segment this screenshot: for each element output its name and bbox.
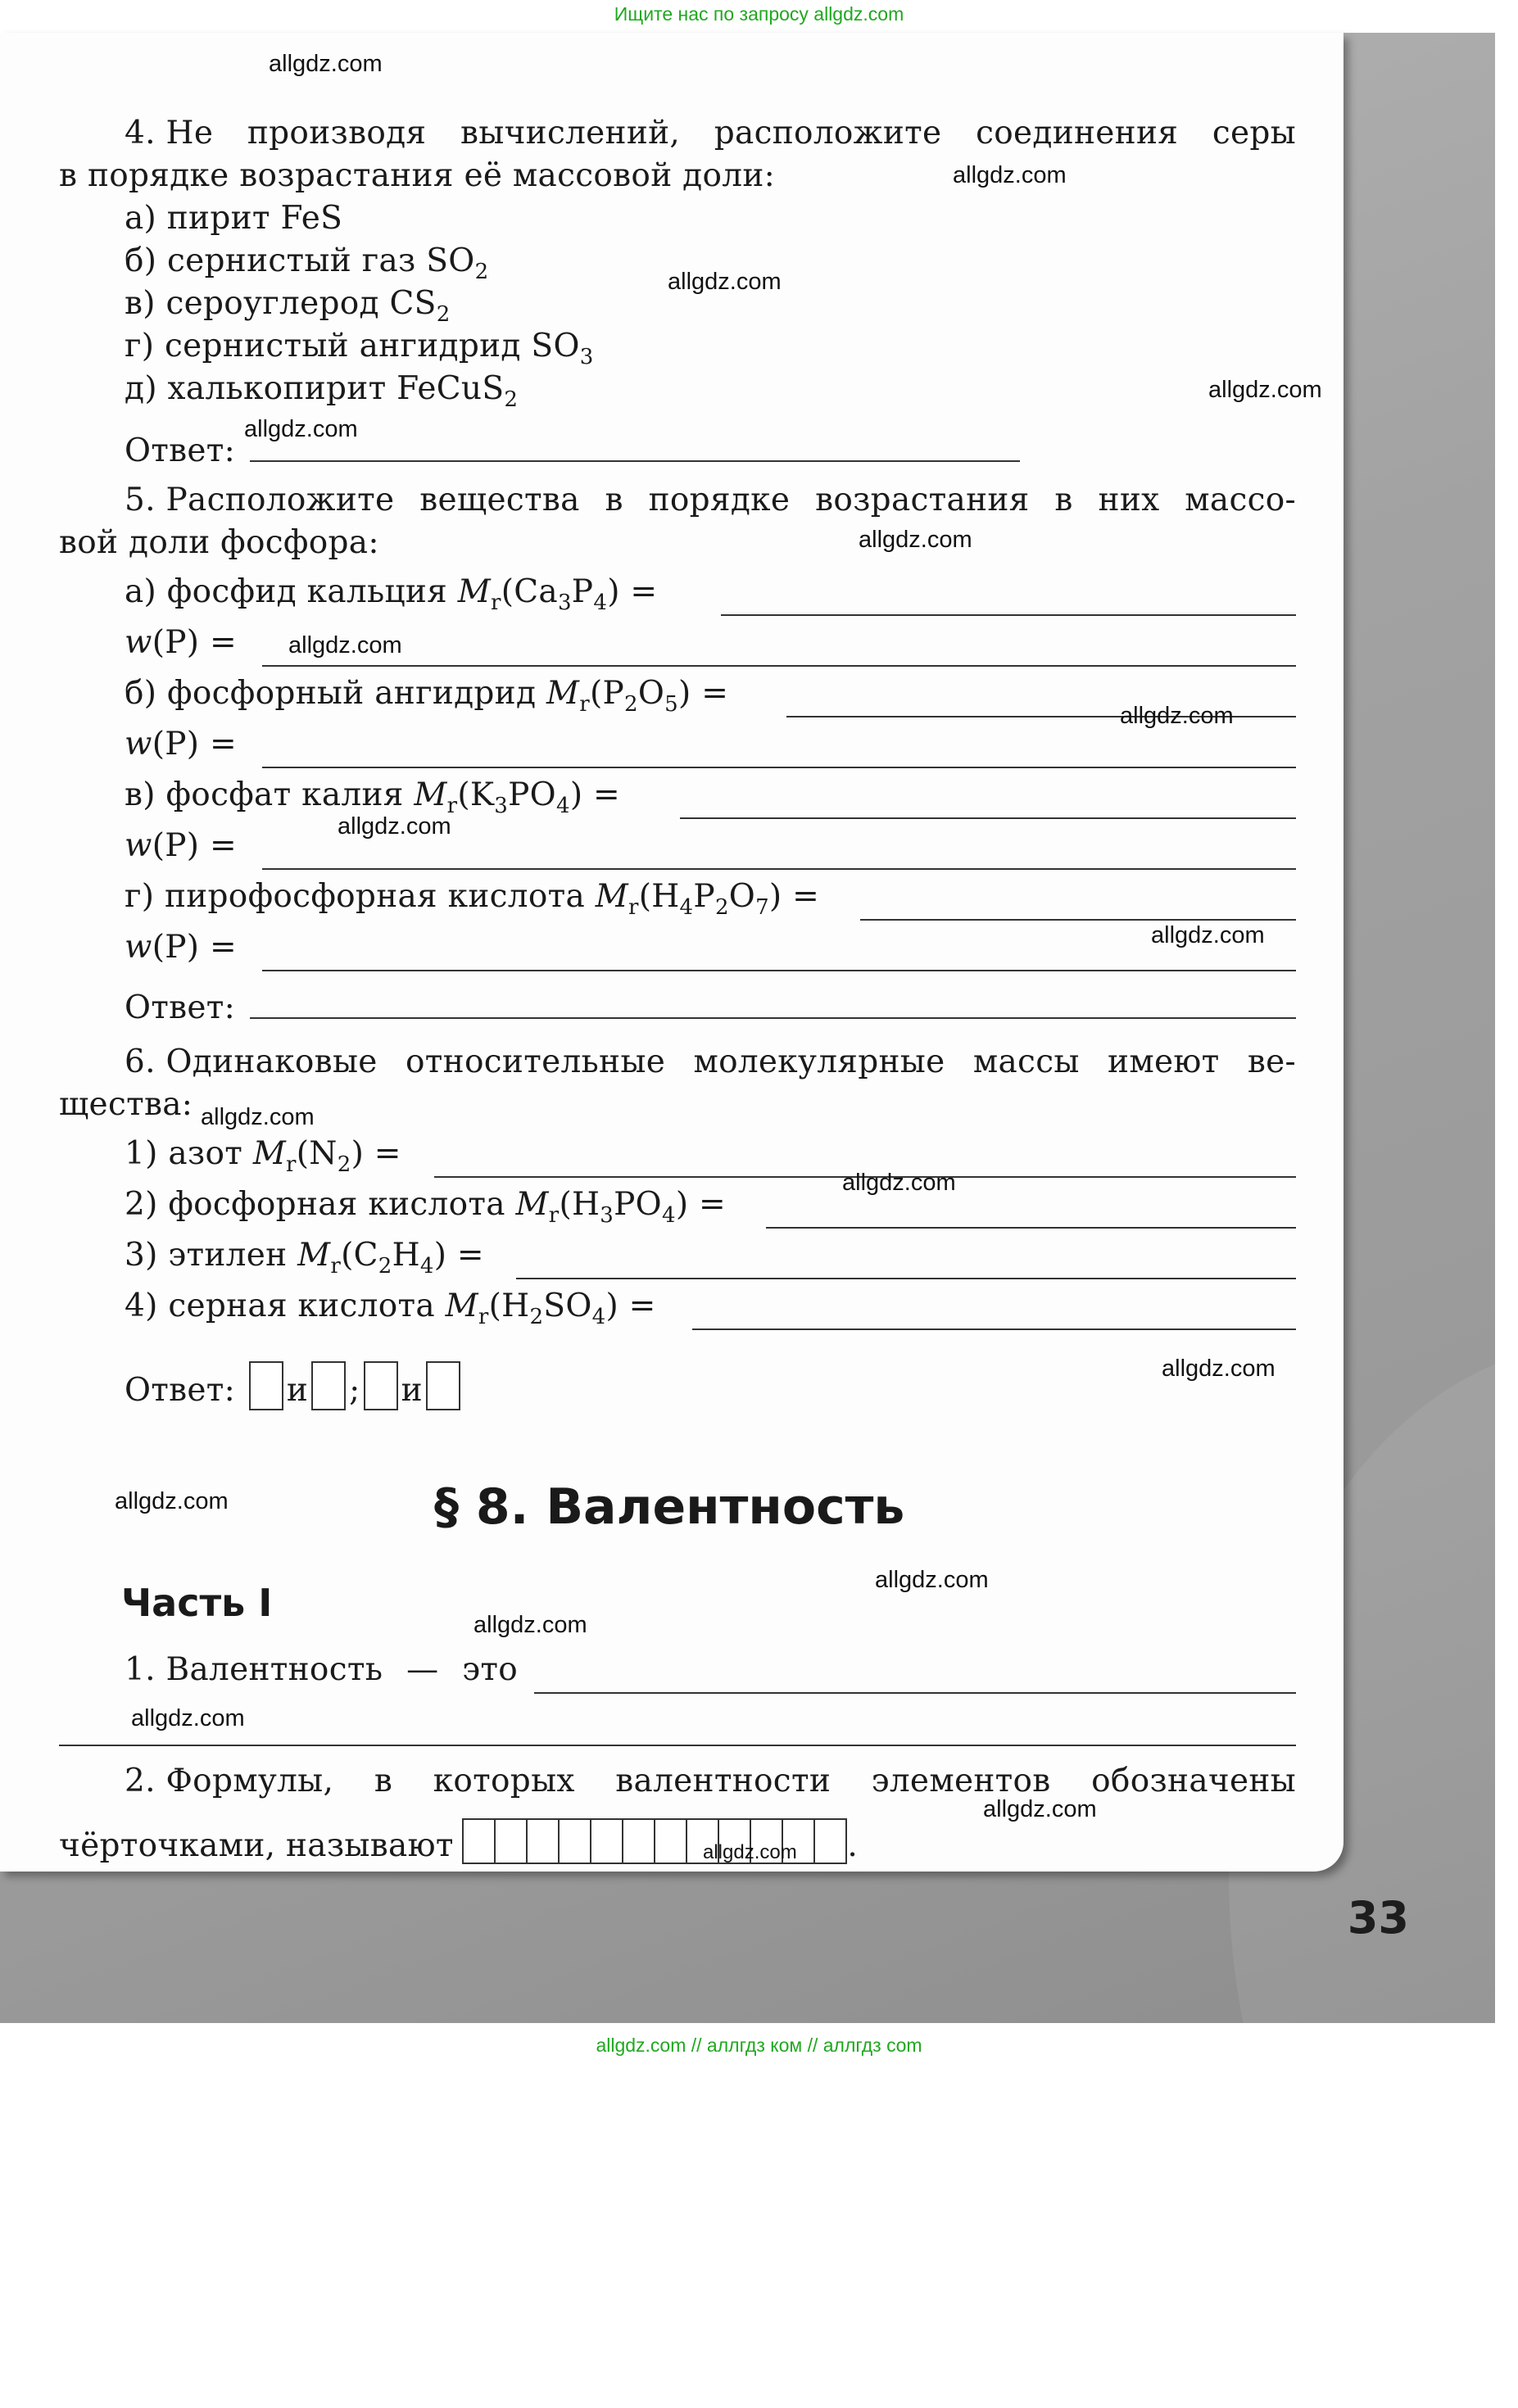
q4-line-2: в порядке возрастания её массовой доли:	[59, 157, 776, 194]
page-number: 33	[1347, 1892, 1409, 1944]
q5-b-w: w(P) =	[125, 726, 237, 763]
watermark: allgdz.com	[875, 1567, 989, 1593]
q6-item-4: 4) серная кислота $M_r(H_2SO_4)$ =	[125, 1288, 656, 1329]
q5-option-a: а) фосфид кальция $M_r(Ca_3P_4)$ =	[125, 573, 658, 615]
q5-a-w: w(P) =	[125, 624, 237, 661]
q6-answer-box-3[interactable]	[364, 1361, 398, 1410]
s-q1-line-fill-2[interactable]	[59, 1745, 1296, 1746]
top-banner[interactable]: Ищите нас по запросу allgdz.com	[614, 3, 904, 25]
watermark: allgdz.com	[288, 632, 402, 659]
q6-line-2: щества:	[59, 1086, 193, 1123]
watermark: allgdz.com	[953, 162, 1067, 188]
s-q1-line-1: 1. Валентность — это	[125, 1651, 518, 1688]
q5-c-w-line[interactable]	[262, 868, 1296, 870]
q6-answer-box-2[interactable]	[311, 1361, 346, 1410]
watermark: allgdz.com	[338, 813, 451, 840]
q4-option-c: в) сероуглерод $CS_2$	[125, 285, 451, 327]
q5-a-mr-line[interactable]	[721, 614, 1296, 616]
q6-item-2: 2) фосфорная кислота $M_r(H_3PO_4)$ =	[125, 1186, 727, 1228]
q4-answer-label: Ответ:	[125, 432, 236, 469]
part-title: Часть I	[121, 1581, 273, 1625]
q4-option-d: г) сернистый ангидрид $SO_3$	[125, 328, 594, 369]
q6-item-1: 1) азот $M_r(N_2)$ =	[125, 1135, 401, 1177]
q4-option-a: а) пирит FeS	[125, 200, 343, 237]
watermark: allgdz.com	[983, 1796, 1097, 1822]
section-title: § 8. Валентность	[434, 1478, 905, 1536]
q6-item-3-line[interactable]	[516, 1278, 1296, 1279]
q6-answer-box-1[interactable]	[249, 1361, 283, 1410]
q5-c-mr-line[interactable]	[680, 817, 1296, 819]
q5-b-w-line[interactable]	[262, 767, 1296, 768]
watermark: allgdz.com	[703, 1841, 797, 1863]
watermark: allgdz.com	[201, 1104, 315, 1130]
q4-line-1: 4. Не производя вычислений, расположите соединения серы	[125, 115, 1296, 152]
q5-option-b: б) фосфорный ангидрид $M_r(P_2O_5)$ =	[125, 675, 729, 717]
q5-c-w: w(P) =	[125, 827, 237, 864]
watermark: allgdz.com	[115, 1488, 229, 1514]
q6-answer-box-4[interactable]	[426, 1361, 460, 1410]
watermark: allgdz.com	[244, 416, 358, 442]
watermark: allgdz.com	[474, 1612, 587, 1638]
q5-a-w-line[interactable]	[262, 665, 1296, 667]
q4-answer-line[interactable]	[250, 460, 1020, 462]
q6-item-4-line[interactable]	[692, 1328, 1296, 1330]
q6-answer: Ответ: и ; и	[125, 1361, 464, 1410]
s-q2-line-1: 2. Формулы, в которых валентности элементов обозначены	[125, 1763, 1296, 1799]
s-q1-line-fill-1[interactable]	[534, 1692, 1296, 1694]
q6-line-1: 6. Одинаковые относительные молекулярные массы имеют ве-	[125, 1043, 1296, 1080]
q5-d-w: w(P) =	[125, 929, 237, 966]
s-q2-line-2: чёрточками, называют .	[59, 1818, 858, 1864]
q5-line-1: 5. Расположите вещества в порядке возрастания в них массо-	[125, 482, 1296, 518]
watermark: allgdz.com	[842, 1170, 956, 1196]
q5-answer-label: Ответ:	[125, 989, 236, 1026]
q4-option-b: б) сернистый газ $SO_2$	[125, 242, 489, 284]
q5-answer-line[interactable]	[250, 1017, 1296, 1019]
q5-line-2: вой доли фосфора:	[59, 524, 379, 561]
bottom-banner[interactable]: allgdz.com // аллгдз ком // аллгдз com	[596, 2035, 922, 2056]
q5-option-c: в) фосфат калия $M_r(K_3PO_4)$ =	[125, 776, 621, 818]
watermark: allgdz.com	[668, 269, 782, 295]
q4-option-e: д) халькопирит FeCuS$_2$	[125, 370, 519, 412]
watermark: allgdz.com	[1208, 377, 1322, 403]
q5-d-mr-line[interactable]	[860, 919, 1296, 921]
q6-item-2-line[interactable]	[766, 1227, 1296, 1229]
watermark: allgdz.com	[269, 51, 383, 77]
q5-option-d: г) пирофосфорная кислота $M_r(H_4P_2O_7)$ =	[125, 878, 820, 920]
watermark: allgdz.com	[1162, 1356, 1276, 1382]
watermark: allgdz.com	[859, 527, 972, 553]
watermark: allgdz.com	[1151, 922, 1265, 948]
watermark: allgdz.com	[131, 1705, 245, 1731]
workbook-page	[0, 33, 1344, 1872]
q6-item-3: 3) этилен $M_r(C_2H_4)$ =	[125, 1237, 484, 1279]
watermark: allgdz.com	[1120, 703, 1234, 729]
q5-d-w-line[interactable]	[262, 970, 1296, 971]
